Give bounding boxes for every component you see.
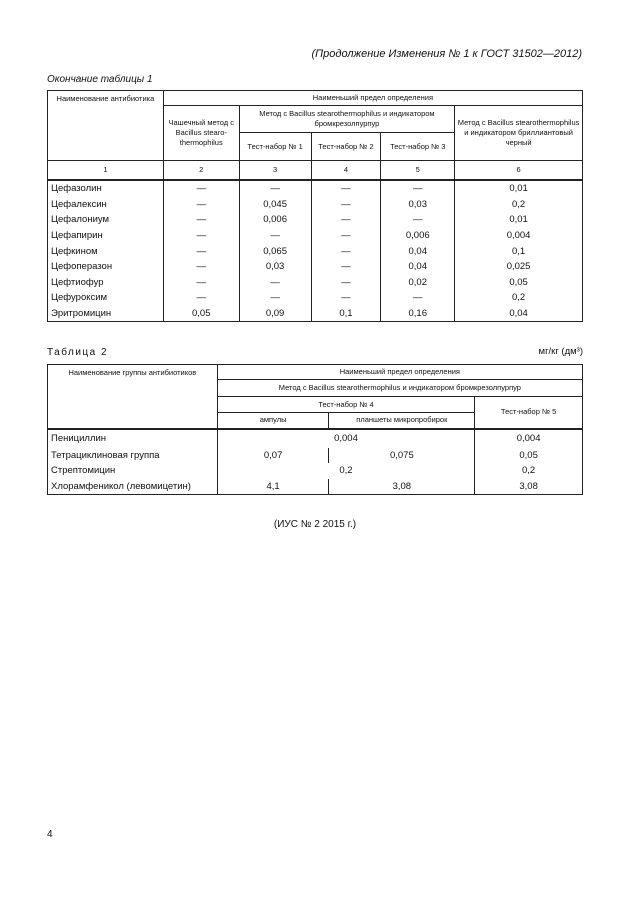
limit-value: 0,05 xyxy=(163,306,239,322)
limit-value: 0,04 xyxy=(381,243,455,259)
limit-value: — xyxy=(239,274,311,290)
t1-header-cup-method: Чашечный метод с Bacillus stearo-thermophilus xyxy=(163,106,239,161)
limit-value-merged: 0,004 xyxy=(217,429,474,448)
header-note: (Продолжение Изменения № 1 к ГОСТ 31502—2012) xyxy=(311,48,582,60)
limit-value: — xyxy=(163,180,239,197)
limit-value: 0,065 xyxy=(239,243,311,259)
col-num: 6 xyxy=(455,161,583,180)
table-row xyxy=(48,448,583,464)
table-row xyxy=(48,479,583,495)
limit-value: 0,2 xyxy=(455,290,583,306)
limit-value: 0,09 xyxy=(239,306,311,322)
t1-header-name: Наименование антибиотика xyxy=(48,91,164,161)
limit-value: — xyxy=(311,259,381,275)
limit-value: 0,045 xyxy=(239,197,311,213)
table-row xyxy=(48,429,583,448)
limit-value: — xyxy=(311,243,381,259)
antibiotic-name: Цефкином xyxy=(48,243,164,259)
group-name: Стрептомицин xyxy=(48,463,218,479)
limit-value-kit5: 0,004 xyxy=(475,429,583,448)
limit-value: — xyxy=(163,259,239,275)
limit-value: 0,03 xyxy=(239,259,311,275)
t1-header-kit2: Тест-набор № 2 xyxy=(311,133,381,161)
limit-value: — xyxy=(311,228,381,244)
col-num: 1 xyxy=(48,161,164,180)
limit-value: — xyxy=(163,290,239,306)
antibiotic-name: Цефуроксим xyxy=(48,290,164,306)
limit-value-plates: 3,08 xyxy=(329,479,475,495)
limit-value: — xyxy=(381,290,455,306)
group-name: Пенициллин xyxy=(48,429,218,448)
t2-header-method: Метод с Bacillus stearothermophilus и индикатором бромкрезолпурпур xyxy=(217,380,582,397)
limit-value: 0,05 xyxy=(455,274,583,290)
limit-value: 0,006 xyxy=(239,212,311,228)
t1-column-numbers xyxy=(48,161,583,180)
table2-caption: Таблица 2 xyxy=(47,347,109,358)
table-row xyxy=(48,290,583,306)
antibiotic-name: Цефапирин xyxy=(48,228,164,244)
group-name: Хлорамфеникол (левомицетин) xyxy=(48,479,218,495)
t1-header-kit3: Тест-набор № 3 xyxy=(381,133,455,161)
limit-value: — xyxy=(239,290,311,306)
limit-value: 0,006 xyxy=(381,228,455,244)
table1-caption: Окончание таблицы 1 xyxy=(47,74,153,85)
antibiotic-name: Цефазолин xyxy=(48,180,164,197)
limit-value: — xyxy=(311,290,381,306)
limit-value: — xyxy=(163,274,239,290)
t2-header-limit: Наименьший предел определения xyxy=(217,365,582,380)
table-row xyxy=(48,197,583,213)
t2-header-ampoules: ампулы xyxy=(217,413,329,429)
limit-value: — xyxy=(163,197,239,213)
limit-value: 0,04 xyxy=(455,306,583,322)
antibiotic-name: Цефалексин xyxy=(48,197,164,213)
antibiotic-name: Эритромицин xyxy=(48,306,164,322)
col-num: 5 xyxy=(381,161,455,180)
antibiotic-name: Цефтиофур xyxy=(48,274,164,290)
t2-header-plates: планшеты микропробирок xyxy=(329,413,475,429)
limit-value: 0,004 xyxy=(455,228,583,244)
table-row xyxy=(48,180,583,197)
t1-header-limit: Наименьший предел определения xyxy=(163,91,582,106)
limit-value: 0,01 xyxy=(455,212,583,228)
antibiotic-name: Цефалониум xyxy=(48,212,164,228)
t1-header-method-bromcresol: Метод с Bacillus stearothermophilus и индикатором бромкрезолпурпур xyxy=(239,106,454,133)
limit-value-kit5: 0,05 xyxy=(475,448,583,464)
table1-body xyxy=(48,180,583,322)
t2-header-group: Наименование группы антибиотиков xyxy=(48,365,218,429)
antibiotic-name: Цефоперазон xyxy=(48,259,164,275)
table2 xyxy=(47,364,583,495)
limit-value: — xyxy=(381,212,455,228)
limit-value: — xyxy=(381,180,455,197)
t2-header-kit4: Тест-набор № 4 xyxy=(217,397,474,413)
limit-value: — xyxy=(163,212,239,228)
limit-value-merged: 0,2 xyxy=(217,463,474,479)
limit-value-kit5: 0,2 xyxy=(475,463,583,479)
col-num: 3 xyxy=(239,161,311,180)
table2-body xyxy=(48,429,583,495)
limit-value: — xyxy=(311,274,381,290)
table1 xyxy=(47,90,583,322)
table-row xyxy=(48,463,583,479)
limit-value-plates: 0,075 xyxy=(329,448,475,464)
table2-unit: мг/кг (дм³) xyxy=(538,346,583,357)
limit-value: — xyxy=(239,180,311,197)
limit-value: — xyxy=(163,243,239,259)
table-row xyxy=(48,243,583,259)
limit-value: — xyxy=(163,228,239,244)
table-row xyxy=(48,228,583,244)
table-row xyxy=(48,259,583,275)
limit-value: 0,03 xyxy=(381,197,455,213)
limit-value: 0,025 xyxy=(455,259,583,275)
limit-value: 0,01 xyxy=(455,180,583,197)
limit-value: — xyxy=(239,228,311,244)
limit-value: 0,16 xyxy=(381,306,455,322)
table-row xyxy=(48,274,583,290)
page-number: 4 xyxy=(47,829,53,840)
limit-value: 0,04 xyxy=(381,259,455,275)
group-name: Тетрациклиновая группа xyxy=(48,448,218,464)
limit-value: 0,1 xyxy=(455,243,583,259)
table-row xyxy=(48,306,583,322)
limit-value-kit5: 3,08 xyxy=(475,479,583,495)
ius-note: (ИУС № 2 2015 г.) xyxy=(273,519,357,530)
t1-header-method-brilliant: Метод с Bacillus stearothermophilus и индикатором бриллиантовый черный xyxy=(455,106,583,161)
limit-value: 0,2 xyxy=(455,197,583,213)
col-num: 2 xyxy=(163,161,239,180)
limit-value: — xyxy=(311,180,381,197)
limit-value: 0,02 xyxy=(381,274,455,290)
limit-value: — xyxy=(311,212,381,228)
t1-header-kit1: Тест-набор № 1 xyxy=(239,133,311,161)
col-num: 4 xyxy=(311,161,381,180)
limit-value: — xyxy=(311,197,381,213)
limit-value: 0,1 xyxy=(311,306,381,322)
limit-value-ampoules: 4,1 xyxy=(217,479,329,495)
table-row xyxy=(48,212,583,228)
limit-value-ampoules: 0,07 xyxy=(217,448,329,464)
t2-header-kit5: Тест-набор № 5 xyxy=(475,397,583,429)
